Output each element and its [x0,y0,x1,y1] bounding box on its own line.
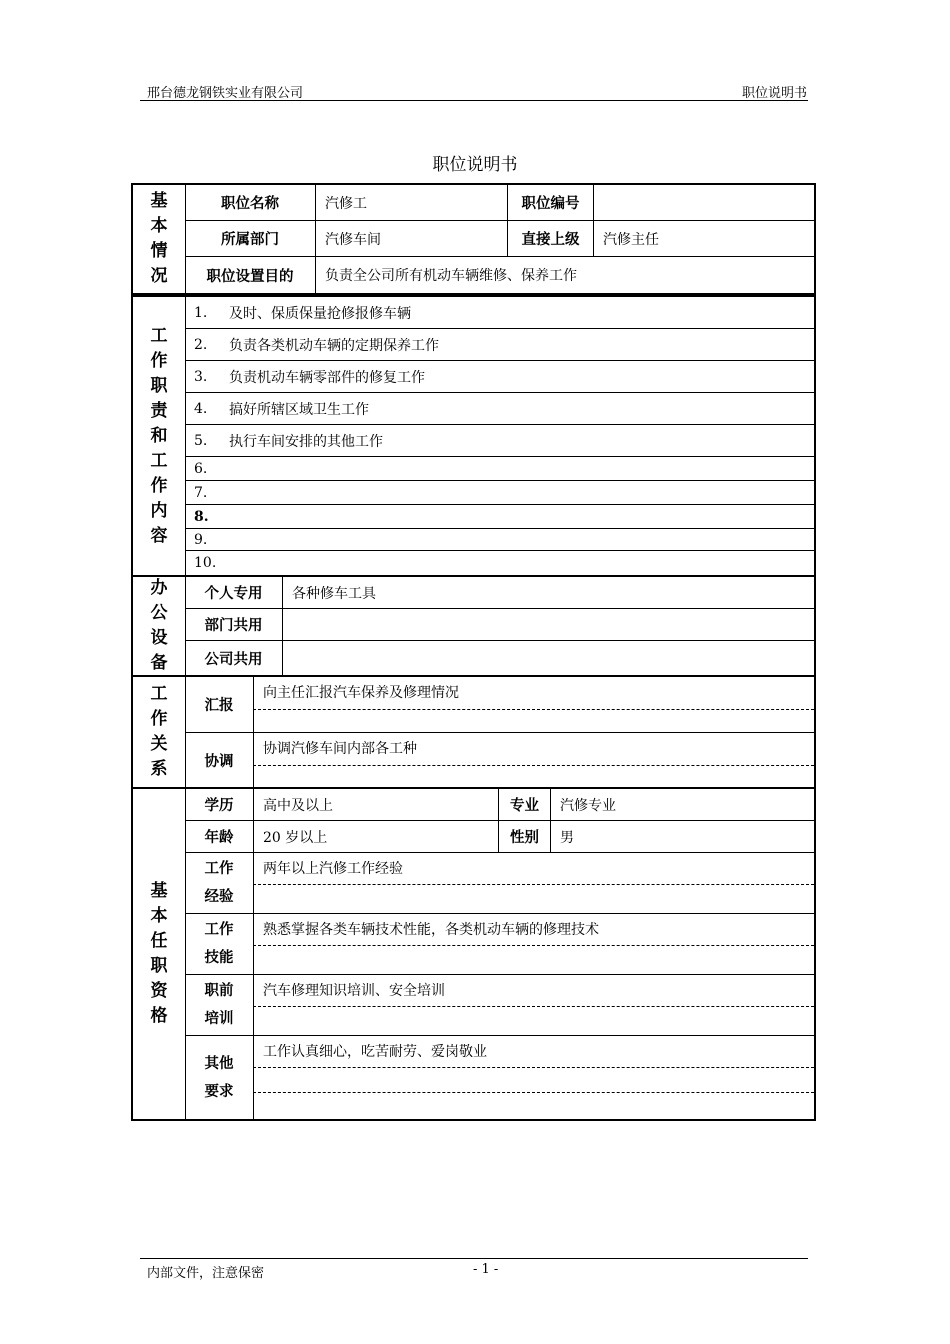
gender-label: 性别 [498,821,550,852]
footer-rule [140,1258,808,1259]
dashed-line [253,765,814,766]
qualifications-section [131,787,816,1121]
major-label: 专业 [498,789,550,820]
header-rule [140,100,808,101]
company-equipment-value [282,641,814,675]
header-doc-type: 职位说明书 [741,86,807,101]
report-value: 向主任汇报汽车保养及修理情况 [253,677,814,732]
duty-number: 8. [194,508,209,525]
duty-number: 4. [194,400,208,417]
dashed-line [253,884,814,885]
duty-text: 负责各类机动车辆的定期保养工作 [229,337,439,354]
other-label: 其他 要求 [204,1055,234,1100]
duty-text: 负责机动车辆零部件的修复工作 [229,369,425,386]
major-value: 汽修专业 [550,789,814,820]
duty-text: 及时、保质保量抢修报修车辆 [229,305,411,322]
report-label: 汇报 [204,698,234,714]
dashed-line [253,1067,814,1068]
duty-number: 5. [194,432,208,449]
relations-section [131,675,816,789]
dashed-line [253,1006,814,1007]
supervisor-value: 汽修主任 [593,221,814,256]
department-value: 汽修车间 [315,221,507,256]
position-code-value [593,185,814,220]
training-row [185,975,814,1036]
skills-label: 工作 技能 [204,922,234,966]
skills-row [185,914,814,975]
duty-row [185,393,814,425]
age-label: 年龄 [204,830,234,846]
document-title: 职位说明书 [432,155,518,175]
basic-info-section-label: 基 本 情 况 [133,185,186,293]
duty-number: 9. [194,531,208,548]
company-equipment-row [185,641,814,675]
duty-text: 搞好所辖区域卫生工作 [229,401,369,418]
report-row [185,677,814,733]
duty-number: 7. [194,484,208,501]
duty-row [185,329,814,361]
age-row [185,821,814,853]
duty-row [185,481,814,505]
duty-number: 2. [194,336,208,353]
education-value: 高中及以上 [253,789,498,820]
skills-value: 熟悉掌握各类车辆技术性能，各类机动车辆的修理技术 [253,914,814,974]
supervisor-label: 直接上级 [507,221,593,256]
dashed-line [253,1092,814,1093]
duty-text: 执行车间安排的其他工作 [229,433,383,450]
duty-number: 1. [194,304,208,321]
confidential-note: 内部文件，注意保密 [147,1266,265,1281]
department-label: 所属部门 [221,232,279,248]
experience-label: 工作 经验 [204,861,234,905]
training-value: 汽车修理知识培训、安全培训 [253,975,814,1035]
other-value: 工作认真细心，吃苦耐劳、爱岗敬业 [253,1036,814,1119]
duty-row [185,297,814,329]
equipment-section [131,575,816,677]
purpose-label: 职位设置目的 [206,268,294,285]
position-name-value: 汽修工 [315,185,507,220]
duty-row [185,529,814,551]
equipment-section-label: 办 公 设 备 [133,577,186,675]
other-row [185,1036,814,1119]
department-equipment-value [282,609,814,640]
duty-number: 10. [194,555,217,571]
duty-row [185,361,814,393]
duty-row [185,505,814,529]
purpose-value: 负责全公司所有机动车辆维修、保养工作 [315,257,814,293]
training-label: 职前 培训 [204,983,234,1027]
coordinate-value: 协调汽修车间内部各工种 [253,733,814,787]
position-name-row [185,185,814,221]
personal-equipment-label: 个人专用 [204,586,263,602]
experience-value: 两年以上汽修工作经验 [253,853,814,913]
duty-row [185,457,814,481]
duty-number: 6. [194,460,208,477]
relations-section-label: 工 作 关 系 [133,677,186,787]
duty-row [185,551,814,575]
company-name: 邢台德龙钢铁实业有限公司 [147,86,304,101]
dashed-line [253,945,814,946]
coordinate-label: 协调 [204,753,234,770]
age-value: 20 岁以上 [253,821,498,852]
duties-section-label: 工 作 职 责 和 工 作 内 容 [133,297,186,575]
gender-value: 男 [550,821,814,852]
basic-info-section [131,183,816,295]
education-row [185,789,814,821]
position-code-label: 职位编号 [507,185,593,220]
dashed-line [253,709,814,710]
qualifications-section-label: 基 本 任 职 资 格 [133,789,186,1119]
purpose-row [185,257,814,293]
experience-row [185,853,814,914]
page-number: - 1 - [473,1262,499,1277]
department-row [185,221,814,257]
company-equipment-label: 公司共用 [204,651,263,668]
coordinate-row [185,733,814,787]
personal-equipment-row [185,577,814,609]
personal-equipment-value: 各种修车工具 [282,577,814,608]
position-name-label: 职位名称 [221,196,279,212]
duty-number: 3. [194,368,208,385]
education-label: 学历 [204,798,234,814]
department-equipment-row [185,609,814,641]
department-equipment-label: 部门共用 [204,618,263,634]
duties-section [131,295,816,577]
duty-row [185,425,814,457]
